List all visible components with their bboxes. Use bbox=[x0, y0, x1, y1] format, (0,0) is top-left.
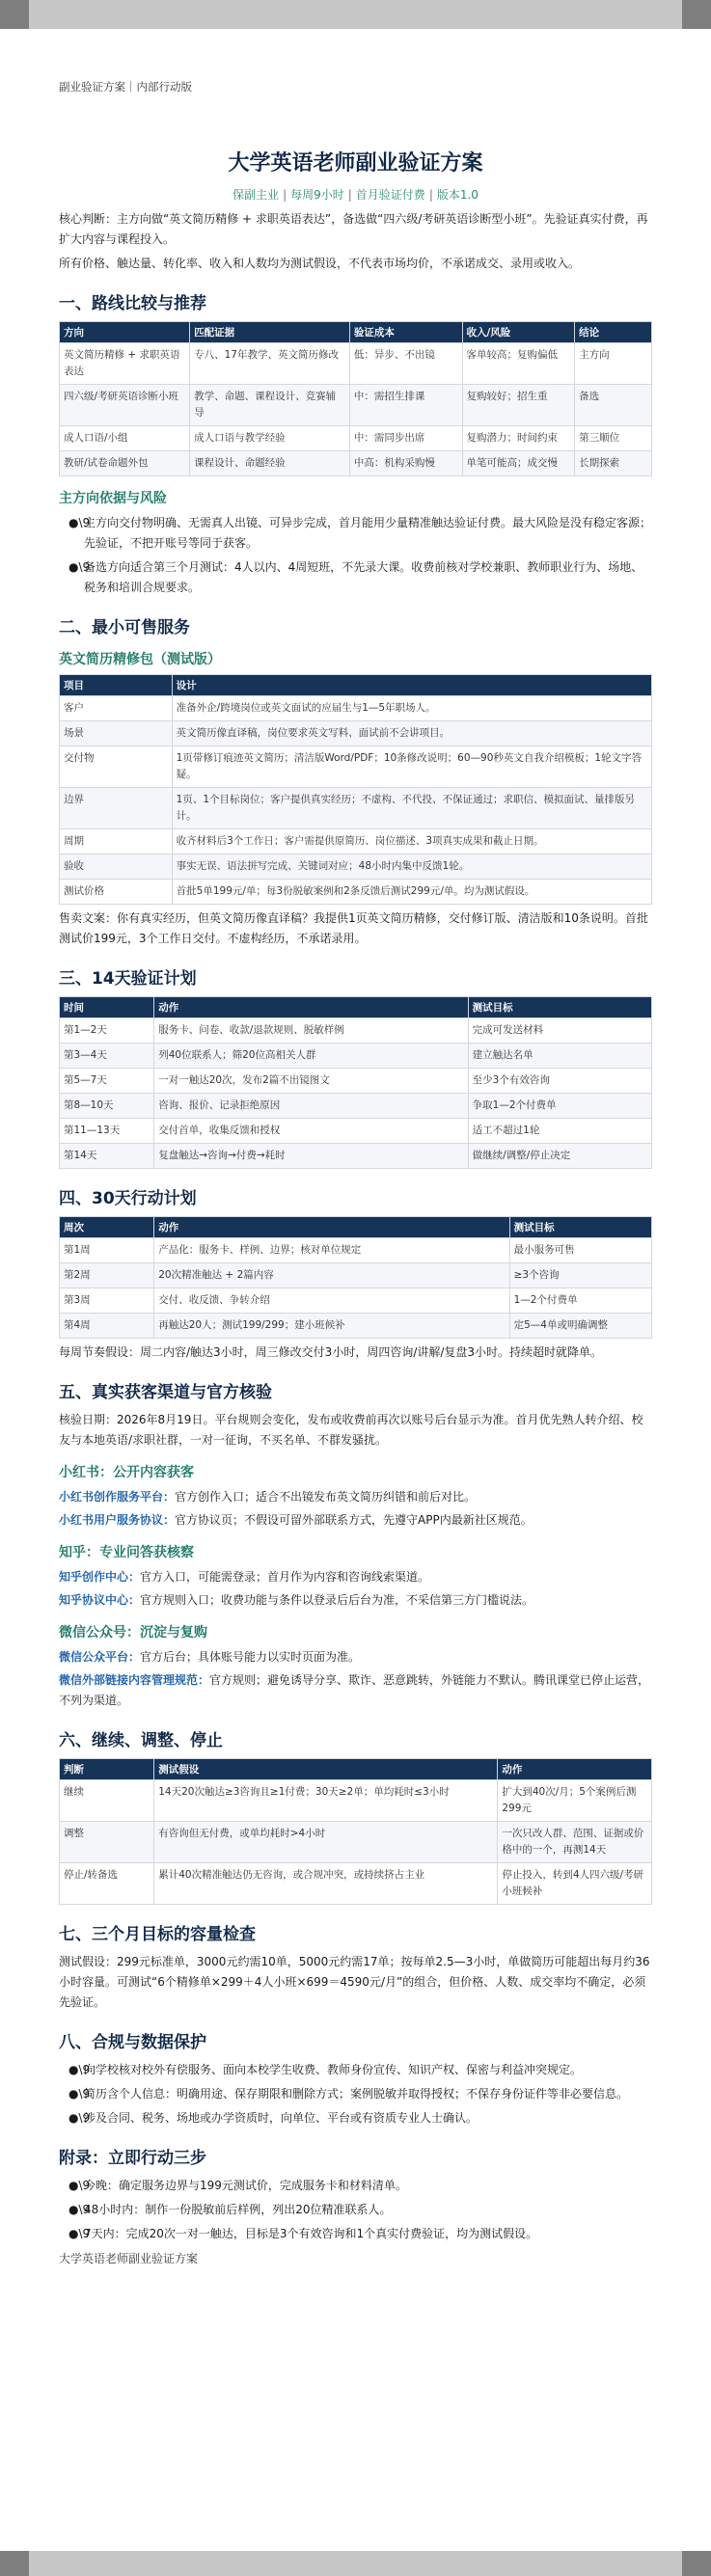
channel-link[interactable]: 微信公众平台： bbox=[59, 1650, 141, 1664]
table-cell: 1页带修订痕迹英文简历；清洁版Word/PDF；10条修改说明；60—90秒英文自我介绍模板；1轮文字答疑。 bbox=[172, 746, 651, 788]
table-cell: 争取1—2个付费单 bbox=[468, 1094, 651, 1119]
table-header: 测试目标 bbox=[509, 1217, 651, 1238]
table-cell: 第3周 bbox=[60, 1288, 154, 1314]
table-cell: 低：异步、不出镜 bbox=[349, 343, 462, 385]
table-row bbox=[60, 1094, 652, 1119]
table-header: 匹配证据 bbox=[190, 322, 350, 343]
table-cell: 有咨询但无付费，或单均耗时>4小时 bbox=[154, 1822, 498, 1863]
table-cell: 调整 bbox=[60, 1822, 154, 1863]
sales-copy-paragraph: 售卖文案：你有真实经历，但英文简历像直译稿？我提供1页英文简历精修，交付修订版、清洁版和10条说明。首批测试价199元，3个工作日交付。不虚构经历，不承诺录用。 bbox=[59, 911, 648, 945]
service-design-table bbox=[59, 674, 652, 905]
table-cell: 第8—10天 bbox=[60, 1094, 154, 1119]
capacity-paragraph: 测试假设：299元标准单，3000元约需10单，5000元约需17单；按每单2.5—3小时，单做简历可能超出每月约36小时容量。可测试“6个精修单×299＋4人小班×699＝4590元/月”的组合，但价格、人数、成交率均不确定，必须先验证。 bbox=[59, 1955, 650, 2009]
table-header: 收入/风险 bbox=[462, 322, 575, 343]
channel-link[interactable]: 小红书用户服务协议： bbox=[59, 1513, 176, 1527]
table-row bbox=[60, 1780, 652, 1822]
list-item-text: 主方向交付物明确、无需真人出镜、可异步完成，首月能用少量精准触达验证付费。最大风险是没有稳定客源；先验证，不把开账号等同于获客。 bbox=[84, 516, 652, 550]
verification-note: 核验日期：2026年8月19日。平台规则会变化，发布或收费前再次以账号后台显示为准。首月优先熟人转介绍、校友与本地英语/求职社群，一对一征询，不买名单、不群发骚扰。 bbox=[59, 1413, 643, 1447]
bullet-glyph: ●\9 bbox=[68, 2203, 91, 2216]
section-heading: 四、30天行动计划 bbox=[59, 1189, 197, 1208]
section-heading: 六、继续、调整、停止 bbox=[59, 1731, 223, 1750]
table-row bbox=[60, 1238, 652, 1263]
table-cell: 第2周 bbox=[60, 1263, 154, 1288]
channel-line bbox=[59, 1647, 652, 1668]
subsection-heading: 英文简历精修包（测试版） bbox=[59, 652, 221, 667]
table-cell: 停止/转备选 bbox=[60, 1863, 154, 1905]
channel-line-text: 官方规则入口；收费功能与条件以登录后后台为准，不采信第三方门槛说法。 bbox=[140, 1593, 534, 1607]
list-item bbox=[59, 2108, 652, 2129]
channel-line-text: 官方后台；具体账号能力以实时页面为准。 bbox=[140, 1650, 361, 1664]
channel-line bbox=[59, 1510, 652, 1531]
table-cell: ≥3个咨询 bbox=[509, 1263, 651, 1288]
table-cell: 第4周 bbox=[60, 1314, 154, 1339]
table-row bbox=[60, 1263, 652, 1288]
table-row bbox=[60, 1018, 652, 1044]
section-heading: 二、最小可售服务 bbox=[59, 618, 190, 637]
running-header: 副业验证方案｜内部行动版 bbox=[59, 80, 192, 94]
subtitle-item: 每周9小时 bbox=[290, 188, 344, 202]
bullet-glyph: ●\9 bbox=[68, 2087, 91, 2101]
table-cell: 定5—4单或明确调整 bbox=[509, 1314, 651, 1339]
list-item bbox=[59, 2176, 652, 2196]
table-header: 周次 bbox=[60, 1217, 154, 1238]
table-cell: 第3—4天 bbox=[60, 1044, 154, 1069]
table-header: 设计 bbox=[172, 675, 651, 696]
table-cell: 首批5单199元/单；每3份脱敏案例和2条反馈后测试299元/单。均为测试假设。 bbox=[172, 880, 651, 905]
table-cell: 第1周 bbox=[60, 1238, 154, 1263]
intro-paragraph: 所有价格、触达量、转化率、收入和人数均为测试假设，不代表市场均价，不承诺成交、录用或收入。 bbox=[59, 257, 581, 270]
channel-line-text: 官方协议页；不假设可留外部联系方式，先遵守APP内最新社区规范。 bbox=[175, 1513, 533, 1527]
table-row bbox=[60, 880, 652, 905]
decision-table bbox=[59, 1758, 652, 1905]
weekly-rhythm-note: 每周节奏假设：周二内容/触达3小时，周三修改交付3小时，周四咨询/讲解/复盘3小时。持续超时就降单。 bbox=[59, 1345, 603, 1359]
section-heading: 一、路线比较与推荐 bbox=[59, 294, 206, 313]
table-row bbox=[60, 788, 652, 829]
channel-line bbox=[59, 1567, 652, 1587]
subtitle bbox=[59, 186, 652, 203]
table-row bbox=[60, 1314, 652, 1339]
bullet-glyph: ●\9 bbox=[68, 2227, 91, 2240]
section-heading: 三、14天验证计划 bbox=[59, 969, 197, 989]
table-cell: 成人口语/小组 bbox=[60, 426, 190, 451]
table-cell: 1页、1个目标岗位；客户提供真实经历；不虚构、不代投、不保证通过；求职信、模拟面试、量排版另计。 bbox=[172, 788, 651, 829]
table-cell: 第1—2天 bbox=[60, 1018, 154, 1044]
subsection-heading: 主方向依据与风险 bbox=[59, 491, 167, 506]
list-item bbox=[59, 2200, 652, 2220]
table-cell: 单笔可能高；成交慢 bbox=[462, 451, 575, 476]
list-item bbox=[59, 557, 652, 598]
table-cell: 产品化：服务卡、样例、边界；核对单位规定 bbox=[154, 1238, 509, 1263]
channel-link[interactable]: 小红书创作服务平台： bbox=[59, 1490, 176, 1504]
table-row bbox=[60, 1119, 652, 1144]
bullet-glyph: ●\9 bbox=[68, 2063, 91, 2076]
bullet-glyph: ●\9 bbox=[68, 516, 91, 529]
table-cell: 至少3个有效咨询 bbox=[468, 1069, 651, 1094]
table-cell: 客单较高；复购偏低 bbox=[462, 343, 575, 385]
table-cell: 停止投入，转到4人四六级/考研小班候补 bbox=[498, 1863, 652, 1905]
table-cell: 英文简历像直译稿，岗位要求英文写料、面试前不会讲项目。 bbox=[172, 721, 651, 746]
table-cell: 测试价格 bbox=[60, 880, 173, 905]
intro-paragraph: 核心判断：主方向做“英文简历精修 + 求职英语表达”，备选做“四六级/考研英语诊断型小班”。先验证真实付费，再扩大内容与课程投入。 bbox=[59, 212, 648, 246]
table-cell: 交付首单，收集反馈和授权 bbox=[154, 1119, 468, 1144]
table-cell: 第11—13天 bbox=[60, 1119, 154, 1144]
table-cell: 咨询、报价、记录拒绝原因 bbox=[154, 1094, 468, 1119]
channel-link[interactable]: 知乎协议中心： bbox=[59, 1593, 141, 1607]
channel-heading: 小红书：公开内容获客 bbox=[59, 1465, 194, 1480]
table-header: 结论 bbox=[575, 322, 652, 343]
channel-line-text: 官方规则；避免诱导分享、欺诈、恶意跳转，外链能力不默认。腾讯课堂已停止运营，不列为渠道。 bbox=[59, 1673, 650, 1707]
table-row bbox=[60, 426, 652, 451]
table-row bbox=[60, 1822, 652, 1863]
subtitle-item: 版本1.0 bbox=[436, 188, 479, 202]
table-row bbox=[60, 696, 652, 721]
table-cell: 列40位联系人；筛20位高相关人群 bbox=[154, 1044, 468, 1069]
table-cell: 课程设计、命题经验 bbox=[190, 451, 350, 476]
table-row bbox=[60, 451, 652, 476]
channel-line bbox=[59, 1590, 652, 1611]
table-cell: 复盘触达→咨询→付费→耗时 bbox=[154, 1144, 468, 1169]
table-header: 项目 bbox=[60, 675, 173, 696]
table-cell: 验收 bbox=[60, 854, 173, 880]
table-cell: 交付物 bbox=[60, 746, 173, 788]
table-cell: 一对一触达20次，发布2篇不出镜图文 bbox=[154, 1069, 468, 1094]
table-cell: 成人口语与教学经验 bbox=[190, 426, 350, 451]
bullet-glyph: ●\9 bbox=[68, 560, 91, 574]
section-heading: 八、合规与数据保护 bbox=[59, 2033, 206, 2052]
channel-link[interactable]: 微信外部链接内容管理规范： bbox=[59, 1673, 210, 1687]
channel-heading: 知乎：专业问答获核察 bbox=[59, 1545, 194, 1560]
table-cell: 第5—7天 bbox=[60, 1069, 154, 1094]
table-cell: 服务卡、问卷、收款/退款规则、脱敏样例 bbox=[154, 1018, 468, 1044]
document-page bbox=[29, 29, 682, 2551]
table-cell: 适工不超过1轮 bbox=[468, 1119, 651, 1144]
table-cell: 再触达20人；测试199/299；建小班候补 bbox=[154, 1314, 509, 1339]
table-cell: 20次精准触达 + 2篇内容 bbox=[154, 1263, 509, 1288]
list-item bbox=[59, 2224, 652, 2244]
table-cell: 中：需同步出席 bbox=[349, 426, 462, 451]
channel-line bbox=[59, 1487, 652, 1507]
table-row bbox=[60, 1863, 652, 1905]
table-cell: 累计40次精准触达仍无咨询，或合规冲突，或持续挤占主业 bbox=[154, 1863, 498, 1905]
table-cell: 主方向 bbox=[575, 343, 652, 385]
bullet-list bbox=[59, 513, 652, 598]
table-cell: 专八、17年教学、英文简历修改 bbox=[190, 343, 350, 385]
table-row bbox=[60, 854, 652, 880]
viewer-bottom-bar-inner bbox=[29, 2551, 682, 2576]
table-cell: 做继续/调整/停止决定 bbox=[468, 1144, 651, 1169]
viewer-top-bar bbox=[0, 0, 711, 29]
table-cell: 中：需招生排课 bbox=[349, 385, 462, 426]
table-cell: 第14天 bbox=[60, 1144, 154, 1169]
bullet-list bbox=[59, 2176, 652, 2244]
page-footer: 大学英语老师副业验证方案 bbox=[59, 2252, 199, 2265]
table-cell: 1—2个付费单 bbox=[509, 1288, 651, 1314]
list-item bbox=[59, 2084, 652, 2104]
table-cell: 完成可发送材料 bbox=[468, 1018, 651, 1044]
subtitle-item: 保副主业 bbox=[232, 188, 280, 202]
table-row bbox=[60, 385, 652, 426]
plan-30-day-table bbox=[59, 1216, 652, 1339]
table-row bbox=[60, 721, 652, 746]
table-cell: 扩大到40次/月；5个案例后测299元 bbox=[498, 1780, 652, 1822]
table-cell: 建立触达名单 bbox=[468, 1044, 651, 1069]
subtitle-separator: | bbox=[428, 188, 433, 202]
bullet-list bbox=[59, 2060, 652, 2129]
table-cell: 中高：机构采购慢 bbox=[349, 451, 462, 476]
list-item-text: 涉及合同、税务、场地或办学资质时，向单位、平台或有资质专业人士确认。 bbox=[84, 2111, 479, 2125]
subtitle-item: 首月验证付费 bbox=[355, 188, 425, 202]
channel-line bbox=[59, 1670, 652, 1711]
table-row bbox=[60, 746, 652, 788]
page-title: 大学英语老师副业验证方案 bbox=[228, 151, 483, 176]
channel-line-text: 官方创作入口；适合不出镜发布英文简历纠错和前后对比。 bbox=[175, 1490, 477, 1504]
table-cell: 周期 bbox=[60, 829, 173, 854]
section-heading: 附录：立即行动三步 bbox=[59, 2149, 206, 2168]
table-cell: 收齐材料后3个工作日；客户需提供原简历、岗位描述、3项真实成果和截止日期。 bbox=[172, 829, 651, 854]
table-row bbox=[60, 1144, 652, 1169]
viewer-bottom-bar bbox=[0, 2551, 711, 2576]
table-cell: 继续 bbox=[60, 1780, 154, 1822]
table-cell: 复购潜力；时间约束 bbox=[462, 426, 575, 451]
bullet-glyph: ●\9 bbox=[68, 2111, 91, 2125]
table-row bbox=[60, 1288, 652, 1314]
table-cell: 一次只改人群、范围、证据或价格中的一个，再测14天 bbox=[498, 1822, 652, 1863]
table-cell: 交付、收反馈、争转介绍 bbox=[154, 1288, 509, 1314]
table-cell: 客户 bbox=[60, 696, 173, 721]
table-row bbox=[60, 1044, 652, 1069]
table-cell: 准备外企/跨境岗位或英文面试的应届生与1—5年职场人。 bbox=[172, 696, 651, 721]
route-comparison-table bbox=[59, 321, 652, 476]
list-item-text: 备选方向适合第三个月测试：4人以内、4周短班，不先录大课。收费前核对学校兼职、教师职业行为、场地、税务和培训合规要求。 bbox=[84, 560, 643, 594]
section-heading: 七、三个月目标的容量检查 bbox=[59, 1925, 256, 1944]
list-item-text: 48小时内：制作一份脱敏前后样例，列出20位精准联系人。 bbox=[84, 2203, 392, 2216]
table-cell: 边界 bbox=[60, 788, 173, 829]
table-cell: 教研/试卷命题外包 bbox=[60, 451, 190, 476]
viewer-top-bar-inner bbox=[29, 0, 682, 29]
channel-line-text: 官方入口，可能需登录；首月作为内容和咨询线索渠道。 bbox=[140, 1570, 430, 1584]
table-header: 测试目标 bbox=[468, 997, 651, 1018]
bullet-glyph: ●\9 bbox=[68, 2179, 91, 2192]
table-header: 方向 bbox=[60, 322, 190, 343]
channel-link[interactable]: 知乎创作中心： bbox=[59, 1570, 141, 1584]
table-cell: 备选 bbox=[575, 385, 652, 426]
list-item-text: 向学校核对校外有偿服务、面向本校学生收费、教师身份宣传、知识产权、保密与利益冲突规定。 bbox=[84, 2063, 583, 2076]
table-cell: 长期探索 bbox=[575, 451, 652, 476]
channel-heading: 微信公众号：沉淀与复购 bbox=[59, 1625, 207, 1641]
table-cell: 最小服务可售 bbox=[509, 1238, 651, 1263]
list-item bbox=[59, 513, 652, 554]
section-heading: 五、真实获客渠道与官方核验 bbox=[59, 1383, 272, 1402]
list-item-text: 7天内：完成20次一对一触达，目标是3个有效咨询和1个真实付费验证，均为测试假设。 bbox=[84, 2227, 538, 2240]
table-header: 判断 bbox=[60, 1759, 154, 1780]
list-item bbox=[59, 2060, 652, 2080]
list-item-text: 今晚：确定服务边界与199元测试价，完成服务卡和材料清单。 bbox=[84, 2179, 407, 2192]
table-header: 动作 bbox=[498, 1759, 652, 1780]
table-row bbox=[60, 343, 652, 385]
table-header: 验证成本 bbox=[349, 322, 462, 343]
subtitle-separator: | bbox=[283, 188, 287, 202]
table-cell: 英文简历精修 + 求职英语表达 bbox=[60, 343, 190, 385]
table-header: 测试假设 bbox=[154, 1759, 498, 1780]
table-header: 时间 bbox=[60, 997, 154, 1018]
table-cell: 第三顺位 bbox=[575, 426, 652, 451]
table-cell: 复购较好；招生重 bbox=[462, 385, 575, 426]
table-row bbox=[60, 1069, 652, 1094]
table-header: 动作 bbox=[154, 997, 468, 1018]
table-header: 动作 bbox=[154, 1217, 509, 1238]
table-cell: 场景 bbox=[60, 721, 173, 746]
table-cell: 四六级/考研英语诊断小班 bbox=[60, 385, 190, 426]
list-item-text: 简历含个人信息：明确用途、保存期限和删除方式；案例脱敏并取得授权；不保存身份证件等非必要信息。 bbox=[84, 2087, 629, 2101]
table-cell: 事实无误、语法拼写完成、关键词对应；48小时内集中反馈1轮。 bbox=[172, 854, 651, 880]
plan-14-day-table bbox=[59, 996, 652, 1169]
subtitle-separator: | bbox=[347, 188, 352, 202]
table-cell: 14天20次触达≥3咨询且≥1付费；30天≥2单；单均耗时≤3小时 bbox=[154, 1780, 498, 1822]
table-row bbox=[60, 829, 652, 854]
table-cell: 教学、命题、课程设计、竞赛辅导 bbox=[190, 385, 350, 426]
